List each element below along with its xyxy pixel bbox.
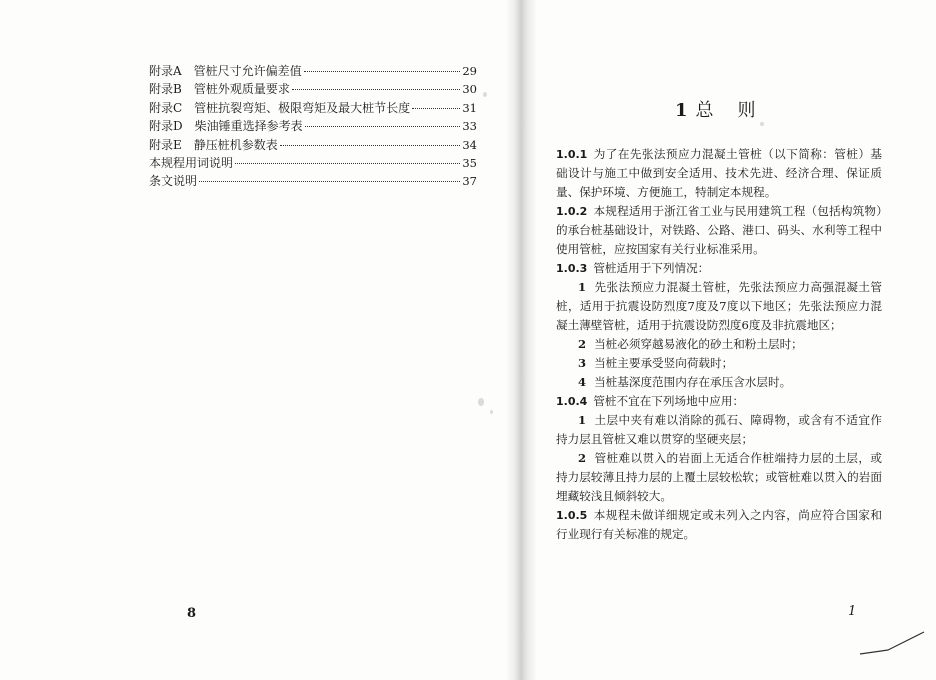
- clause-1-0-4: [556, 392, 882, 411]
- toc-entry[interactable]: [149, 99, 477, 117]
- toc-entry-page: 29: [462, 64, 477, 78]
- clause-item: [556, 354, 882, 373]
- item-number: 2: [578, 337, 587, 351]
- clause-number: 1.0.2: [556, 205, 588, 218]
- item-text: 当桩基深度范围内存在承压含水层时。: [594, 375, 792, 389]
- book-spine-shadow: [505, 0, 537, 680]
- toc-entry-page: 30: [462, 82, 477, 97]
- item-text: 土层中夹有难以消除的孤石、障碍物，或含有不适宜作持力层且管桩又难以贯穿的坚硬夹层；: [556, 413, 882, 446]
- item-text: 先张法预应力混凝土管桩，先张法预应力高强混凝土管桩，适用于抗震设防烈度7度及7度以下地区；先张法预应力混凝土薄壁管桩，适用于抗震设防烈度6度及非抗震地区；: [556, 280, 882, 332]
- clause-number: 1.0.3: [556, 262, 588, 275]
- clause-item: [556, 411, 882, 449]
- clause-item: [556, 278, 882, 335]
- clause-number: 1.0.4: [556, 395, 588, 408]
- toc-entry[interactable]: [149, 62, 477, 80]
- toc-entry-label: 本规程用词说明: [149, 155, 234, 170]
- toc-entry-label: 附录E 静压桩机参数表: [149, 137, 278, 152]
- clause-1-0-3: [556, 259, 882, 278]
- clause-text: 本规程未做详细规定或未列入之内容，尚应符合国家和行业现行有关标准的规定。: [556, 508, 882, 541]
- scan-speck: [490, 410, 493, 414]
- toc-dot-leader: [235, 163, 460, 164]
- chapter-title-part2: 则: [737, 100, 756, 121]
- item-text: 当桩主要承受竖向荷载时；: [594, 356, 734, 370]
- item-number: 4: [578, 375, 587, 389]
- item-number: 3: [578, 356, 587, 370]
- clause-item: [556, 335, 882, 354]
- toc-entry-label: 附录B 管桩外观质量要求: [149, 82, 290, 97]
- item-number: 1: [578, 413, 587, 427]
- item-number: 1: [578, 280, 587, 294]
- clause-number: 1.0.5: [556, 509, 588, 522]
- toc-entry-page: 37: [462, 174, 477, 189]
- clause-text: 本规程适用于浙江省工业与民用建筑工程（包括构筑物）的承台桩基础设计，对铁路、公路、港口、码头、水利等工程中使用管桩，应按国家有关行业标准采用。: [556, 204, 882, 256]
- toc-dot-leader: [280, 145, 461, 146]
- item-text: 管桩难以贯入的岩面上无适合作桩端持力层的土层，或持力层较薄且持力层的上覆土层较松软；或管桩难以贯入的岩面埋藏较浅且倾斜较大。: [556, 451, 882, 503]
- chapter-heading: [675, 96, 756, 122]
- toc-entry[interactable]: [149, 80, 477, 98]
- clause-1-0-1: [556, 145, 882, 202]
- item-text: 当桩必须穿越易液化的砂土和粉土层时；: [594, 337, 803, 351]
- clause-text: 管桩不宜在下列场地中应用：: [593, 394, 745, 408]
- table-of-contents: [149, 62, 477, 191]
- toc-entry-label: 附录D 柴油锤重选择参考表: [149, 119, 303, 134]
- item-number: 2: [578, 451, 587, 465]
- left-page-number: 8: [187, 606, 197, 621]
- toc-dot-leader: [292, 89, 461, 90]
- toc-entry[interactable]: [149, 154, 477, 172]
- chapter-body: [556, 145, 882, 544]
- toc-entry-page: 33: [462, 119, 477, 134]
- toc-dot-leader: [304, 71, 461, 72]
- clause-text: 为了在先张法预应力混凝土管桩（以下简称：管桩）基础设计与施工中做到安全适用、技术先进、经济合理、保证质量、保护环境、方便施工，特制定本规程。: [556, 147, 882, 199]
- toc-entry-page: 34: [462, 137, 477, 152]
- clause-item: [556, 449, 882, 506]
- scan-speck: [478, 398, 484, 406]
- clause-1-0-2: [556, 202, 882, 259]
- right-page-number: 1: [848, 604, 857, 619]
- toc-entry[interactable]: [149, 172, 477, 190]
- toc-dot-leader: [412, 108, 460, 109]
- clause-text: 管桩适用于下列情况：: [593, 261, 710, 275]
- chapter-title-part1: 总: [695, 100, 714, 121]
- chapter-number: 1: [675, 100, 688, 121]
- clause-item: [556, 373, 882, 392]
- toc-entry-label: 条文说明: [149, 174, 198, 189]
- toc-entry[interactable]: [149, 117, 477, 135]
- toc-entry-page: 31: [462, 100, 477, 115]
- clause-1-0-5: [556, 506, 882, 544]
- pen-mark-icon: [858, 628, 928, 658]
- toc-dot-leader: [305, 126, 461, 127]
- scan-speck: [483, 92, 487, 97]
- toc-entry[interactable]: [149, 136, 477, 154]
- clause-number: 1.0.1: [556, 148, 588, 161]
- toc-entry-page: 35: [462, 155, 477, 170]
- toc-dot-leader: [199, 181, 460, 182]
- toc-entry-label: 附录C 管桩抗裂弯矩、极限弯矩及最大桩节长度: [149, 100, 411, 115]
- scan-speck: [760, 122, 764, 126]
- toc-entry-label: 附录A 管桩尺寸允许偏差值: [149, 64, 302, 78]
